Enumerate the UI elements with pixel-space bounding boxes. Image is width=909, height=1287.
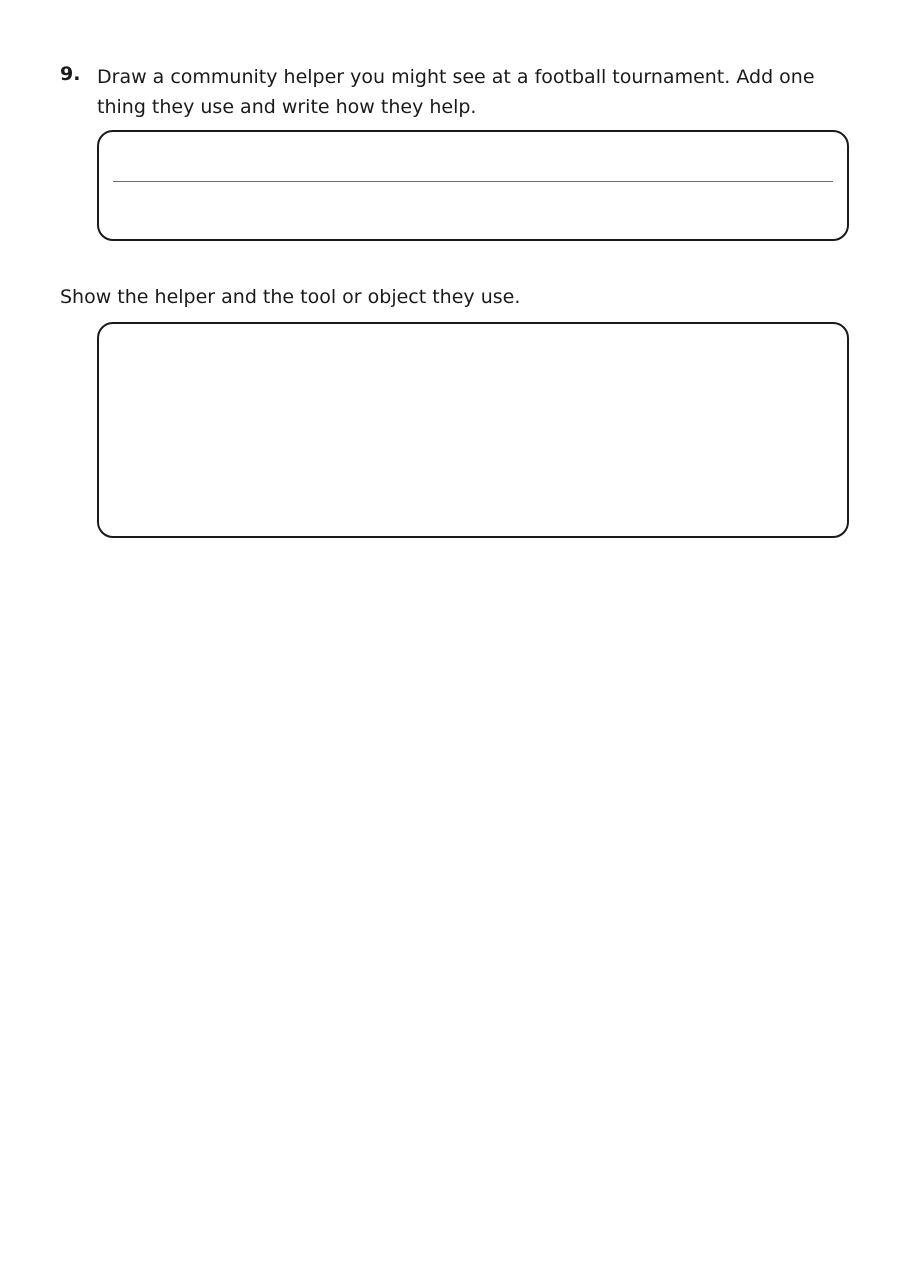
written-answer-box[interactable] [97, 130, 849, 241]
question-text: Draw a community helper you might see at a football tournament. Add one thing they use and write how they help. [97, 66, 815, 118]
drawing-box[interactable] [97, 322, 849, 538]
answer-writing-line [113, 181, 833, 182]
drawing-instruction: Show the helper and the tool or object they use. [60, 286, 521, 308]
question-number: 9. [60, 63, 81, 85]
